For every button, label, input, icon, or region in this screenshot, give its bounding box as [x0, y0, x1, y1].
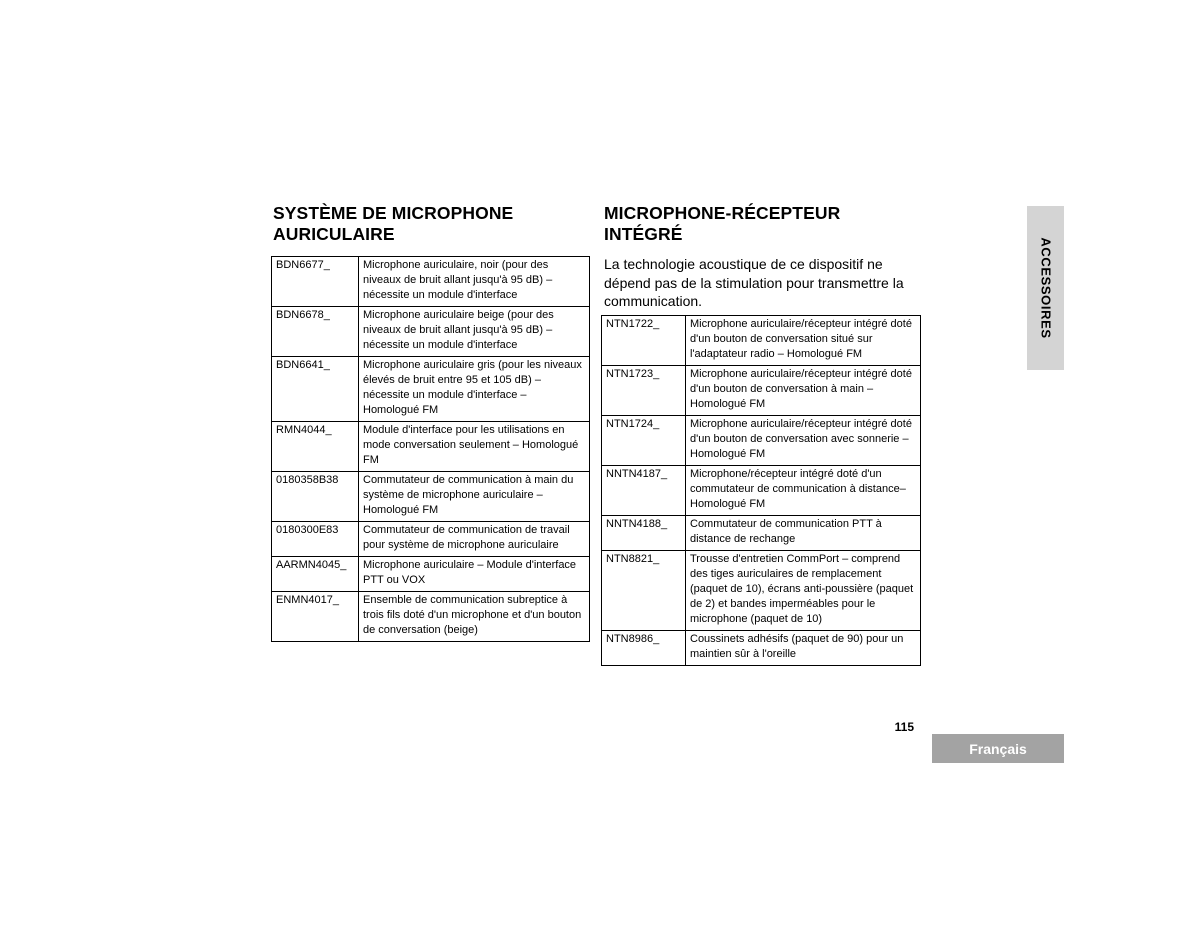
- part-number-cell: 0180358B38: [272, 472, 359, 522]
- table-row: [602, 366, 921, 416]
- part-number-cell: NNTN4187_: [602, 466, 686, 516]
- table-row: [602, 631, 921, 666]
- part-number-cell: NTN1724_: [602, 416, 686, 466]
- part-number-cell: NTN8986_: [602, 631, 686, 666]
- description-cell: Module d'interface pour les utilisations en mode conversation seulement – Homologué FM: [359, 422, 590, 472]
- table-row: [272, 472, 590, 522]
- right-title-line1: MICROPHONE-RÉCEPTEUR: [604, 203, 841, 223]
- chapter-tab: [1027, 206, 1064, 370]
- description-cell: Microphone/récepteur intégré doté d'un commutateur de communication à distance– Homologué FM: [686, 466, 921, 516]
- part-number-cell: NTN1723_: [602, 366, 686, 416]
- table-row: [602, 516, 921, 551]
- right-section-title: [604, 203, 924, 245]
- part-number-cell: ENMN4017_: [272, 592, 359, 642]
- table-row: [272, 522, 590, 557]
- table-row: [602, 551, 921, 631]
- part-number-cell: BDN6677_: [272, 257, 359, 307]
- table-row: [272, 307, 590, 357]
- part-number-cell: NNTN4188_: [602, 516, 686, 551]
- description-cell: Microphone auriculaire/récepteur intégré doté d'un bouton de conversation avec sonnerie – Homologué FM: [686, 416, 921, 466]
- description-cell: Microphone auriculaire beige (pour des niveaux de bruit allant jusqu'à 95 dB) – nécessite un module d'interface: [359, 307, 590, 357]
- description-cell: Commutateur de communication à main du système de microphone auriculaire – Homologué FM: [359, 472, 590, 522]
- table-row: [272, 592, 590, 642]
- language-tab: [932, 734, 1064, 763]
- table-row: [272, 557, 590, 592]
- description-cell: Commutateur de communication de travail pour système de microphone auriculaire: [359, 522, 590, 557]
- description-cell: Ensemble de communication subreptice à trois fils doté d'un microphone et d'un bouton de conversation (beige): [359, 592, 590, 642]
- part-number-cell: NTN1722_: [602, 316, 686, 366]
- table-row: [272, 257, 590, 307]
- part-number-cell: BDN6641_: [272, 357, 359, 422]
- table-row: [602, 416, 921, 466]
- part-number-cell: AARMN4045_: [272, 557, 359, 592]
- part-number-cell: NTN8821_: [602, 551, 686, 631]
- table-row: [272, 422, 590, 472]
- left-title-line2: AURICULAIRE: [273, 224, 395, 244]
- description-cell: Microphone auriculaire/récepteur intégré doté d'un bouton de conversation à main – Homologué FM: [686, 366, 921, 416]
- left-title-line1: SYSTÈME DE MICROPHONE: [273, 203, 514, 223]
- description-cell: Coussinets adhésifs (paquet de 90) pour un maintien sûr à l'oreille: [686, 631, 921, 666]
- earbud-receiver-table: [601, 315, 921, 666]
- chapter-tab-label: ACCESSOIRES: [1038, 237, 1053, 339]
- description-cell: Microphone auriculaire, noir (pour des niveaux de bruit allant jusqu'à 95 dB) – nécessite un module d'interface: [359, 257, 590, 307]
- table-row: [272, 357, 590, 422]
- language-tab-label: Français: [969, 740, 1027, 757]
- part-number-cell: 0180300E83: [272, 522, 359, 557]
- table-row: [602, 316, 921, 366]
- part-number-cell: RMN4044_: [272, 422, 359, 472]
- description-cell: Microphone auriculaire gris (pour les niveaux élevés de bruit entre 95 et 105 dB) – nécessite un module d'interface – Homologué FM: [359, 357, 590, 422]
- description-cell: Trousse d'entretien CommPort – comprend des tiges auriculaires de remplacement (paquet de 10), écrans anti-poussière (paquet de 2) et bandes imperméables pour le microphone (paquet de 10): [686, 551, 921, 631]
- page-number: 115: [894, 720, 914, 734]
- description-cell: Microphone auriculaire/récepteur intégré doté d'un bouton de conversation situé sur l'adaptateur radio – Homologué FM: [686, 316, 921, 366]
- left-section-title: [273, 203, 573, 245]
- right-title-line2: INTÉGRÉ: [604, 224, 683, 244]
- table-row: [602, 466, 921, 516]
- earpiece-system-table: [271, 256, 590, 642]
- description-cell: Microphone auriculaire – Module d'interface PTT ou VOX: [359, 557, 590, 592]
- section-intro-text: La technologie acoustique de ce dispositif ne dépend pas de la stimulation pour transmettre la communication.: [604, 256, 904, 309]
- part-number-cell: BDN6678_: [272, 307, 359, 357]
- description-cell: Commutateur de communication PTT à distance de rechange: [686, 516, 921, 551]
